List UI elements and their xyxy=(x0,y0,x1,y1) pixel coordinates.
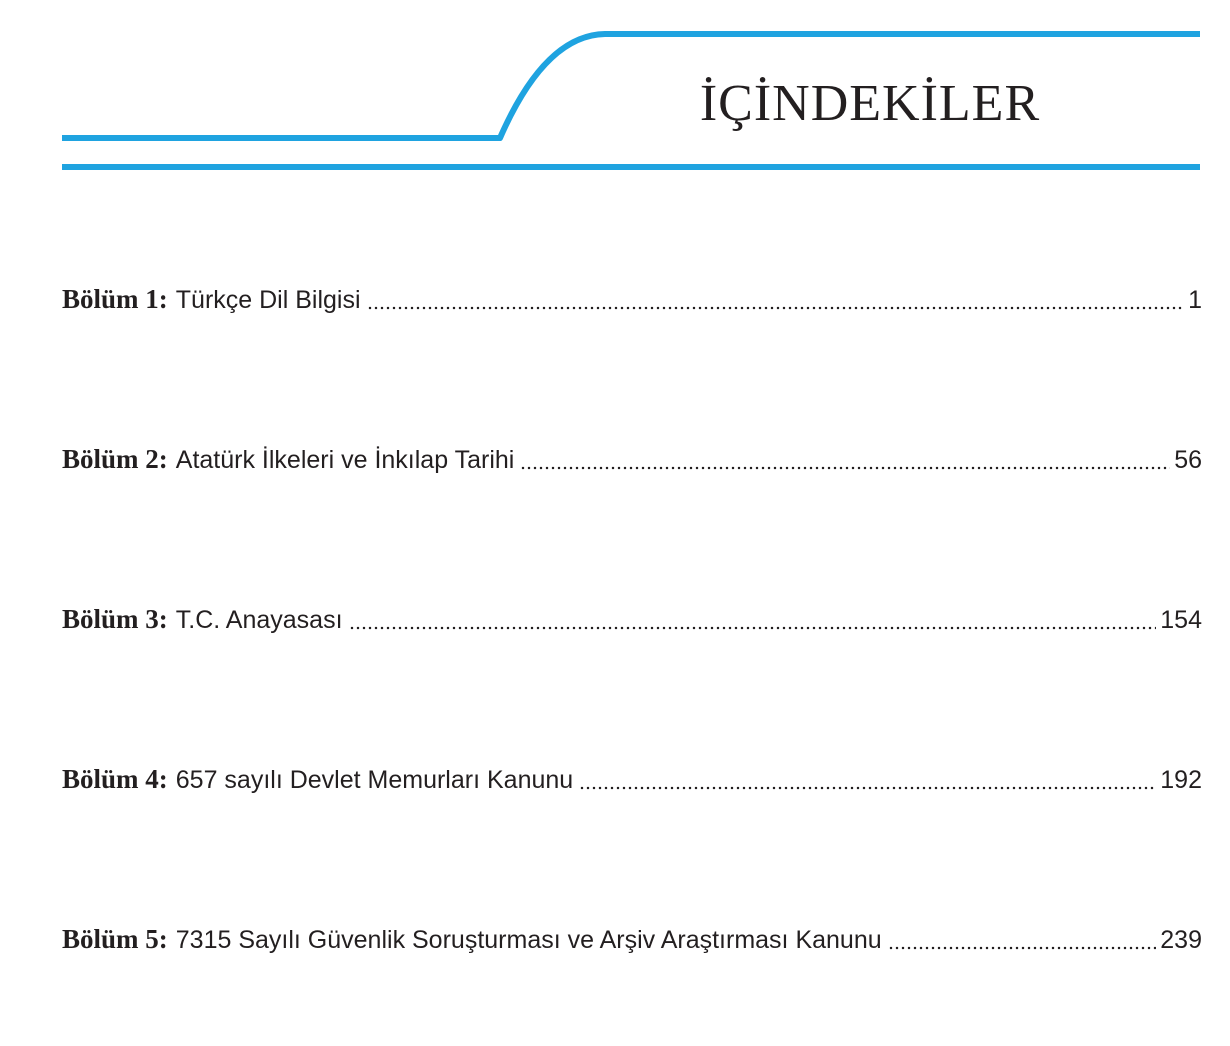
chapter-label: Bölüm 5: xyxy=(62,924,168,954)
chapter-label: Bölüm 2: xyxy=(62,444,168,474)
dot-leader xyxy=(520,446,1170,470)
dot-leader xyxy=(579,766,1156,790)
page-number: 56 xyxy=(1174,446,1202,474)
chapter-title: Atatürk İlkeleri ve İnkılap Tarihi xyxy=(175,446,515,474)
chapter-title: T.C. Anayasası xyxy=(175,606,343,634)
table-of-contents xyxy=(62,0,1202,1046)
page-number: 239 xyxy=(1160,926,1202,954)
toc-entry[interactable] xyxy=(62,602,1202,637)
toc-entry[interactable] xyxy=(62,922,1202,957)
page-number: 1 xyxy=(1188,286,1202,314)
dot-leader xyxy=(888,926,1157,950)
page-number: 192 xyxy=(1160,766,1202,794)
dot-leader xyxy=(367,286,1185,310)
chapter-title: Türkçe Dil Bilgisi xyxy=(175,286,361,314)
chapter-label: Bölüm 4: xyxy=(62,764,168,794)
toc-entry[interactable] xyxy=(62,762,1202,797)
dot-leader xyxy=(349,606,1157,630)
page-number: 154 xyxy=(1160,606,1202,634)
chapter-label: Bölüm 3: xyxy=(62,604,168,634)
chapter-title: 7315 Sayılı Güvenlik Soruşturması ve Arşiv Araştırması Kanunu xyxy=(175,926,882,954)
chapter-label: Bölüm 1: xyxy=(62,284,168,314)
page-title: İÇİNDEKİLER xyxy=(699,75,1041,132)
toc-entry[interactable] xyxy=(62,282,1202,317)
chapter-title: 657 sayılı Devlet Memurları Kanunu xyxy=(175,766,574,794)
toc-entry[interactable] xyxy=(62,442,1202,477)
